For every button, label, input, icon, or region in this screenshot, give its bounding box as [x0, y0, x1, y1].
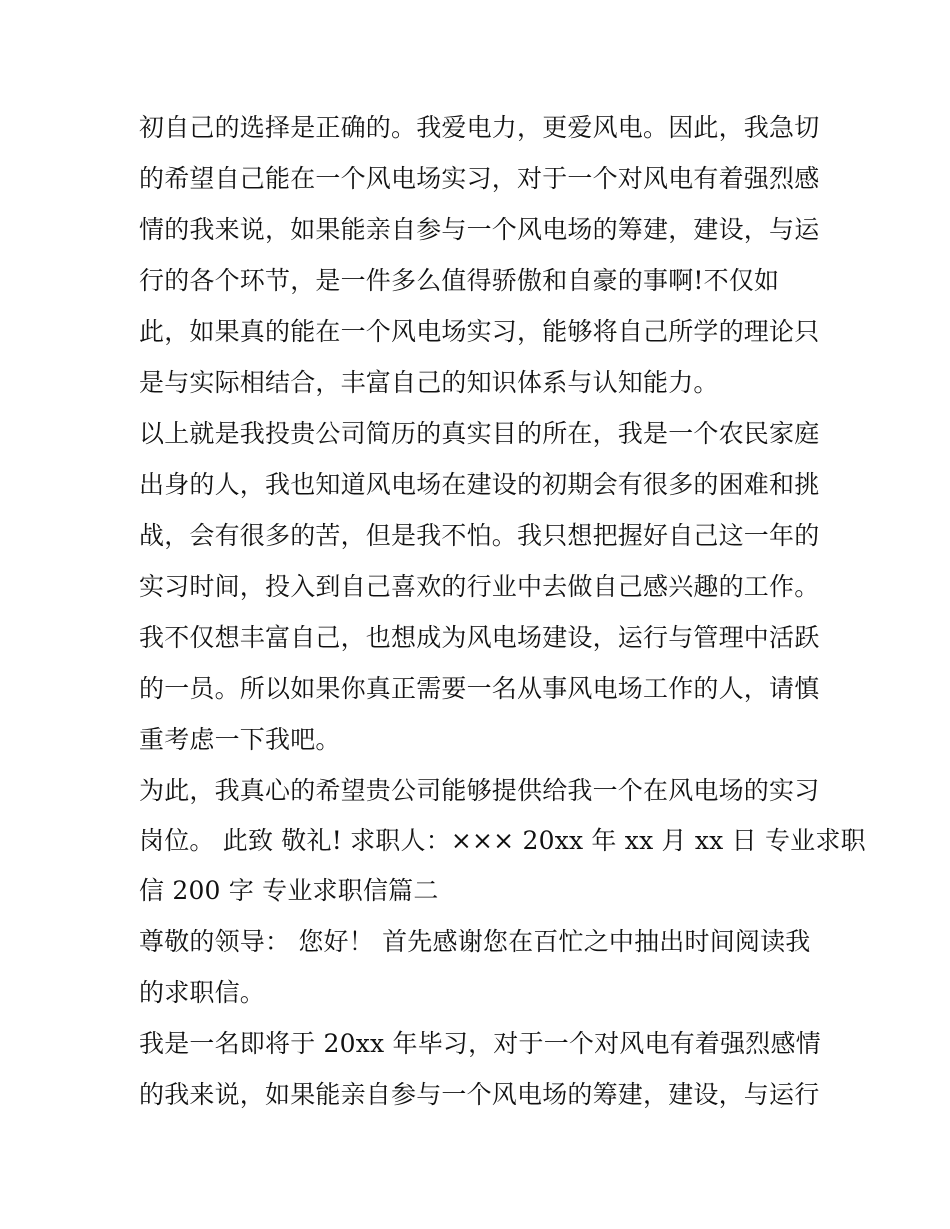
text-line: 我不仅想丰富自己，也想成为风电场建设，运行与管理中活跃 — [139, 623, 820, 652]
text-line: 信 200 字 专业求职信篇二 — [139, 876, 439, 905]
text-line: 重考虑一下我吧。 — [139, 725, 341, 754]
text-line: 此，如果真的能在一个风电场实习，能够将自己所学的理论只 — [139, 317, 820, 346]
text-line: 尊敬的领导： 您好！ 首先感谢您在百忙之中抽出时间阅读我 — [139, 927, 811, 956]
text-line: 以上就是我投贵公司简历的真实目的所在，我是一个农民家庭 — [139, 419, 820, 448]
text-line: 情的我来说，如果能亲自参与一个风电场的筹建，建设，与运 — [139, 215, 820, 244]
text-line: 的求职信。 — [139, 978, 266, 1007]
text-line: 初自己的选择是正确的。我爱电力，更爱风电。因此，我急切 — [139, 113, 820, 142]
text-line: 行的各个环节，是一件多么值得骄傲和自豪的事啊!不仅如 — [139, 266, 780, 295]
text-line: 我是一名即将于 20xx 年毕习，对于一个对风电有着强烈感情 — [139, 1029, 821, 1058]
text-line: 战，会有很多的苦，但是我不怕。我只想把握好自己这一年的 — [139, 521, 820, 550]
text-line: 为此，我真心的希望贵公司能够提供给我一个在风电场的实习 — [139, 776, 820, 805]
text-line: 的希望自己能在一个风电场实习，对于一个对风电有着强烈感 — [139, 164, 820, 193]
document-body — [139, 102, 866, 1120]
text-line: 的一员。所以如果你真正需要一名从事风电场工作的人，请慎 — [139, 674, 820, 703]
text-line: 实习时间，投入到自己喜欢的行业中去做自己感兴趣的工作。 — [139, 572, 820, 601]
text-line: 的我来说，如果能亲自参与一个风电场的筹建，建设，与运行 — [139, 1080, 820, 1109]
text-line: 岗位。 此致 敬礼! 求职人：××× 20xx 年 xx 月 xx 日 专业求职 — [139, 826, 866, 855]
text-line: 是与实际相结合，丰富自己的知识体系与认知能力。 — [139, 368, 719, 397]
text-line: 出身的人，我也知道风电场在建设的初期会有很多的困难和挑 — [139, 470, 820, 499]
